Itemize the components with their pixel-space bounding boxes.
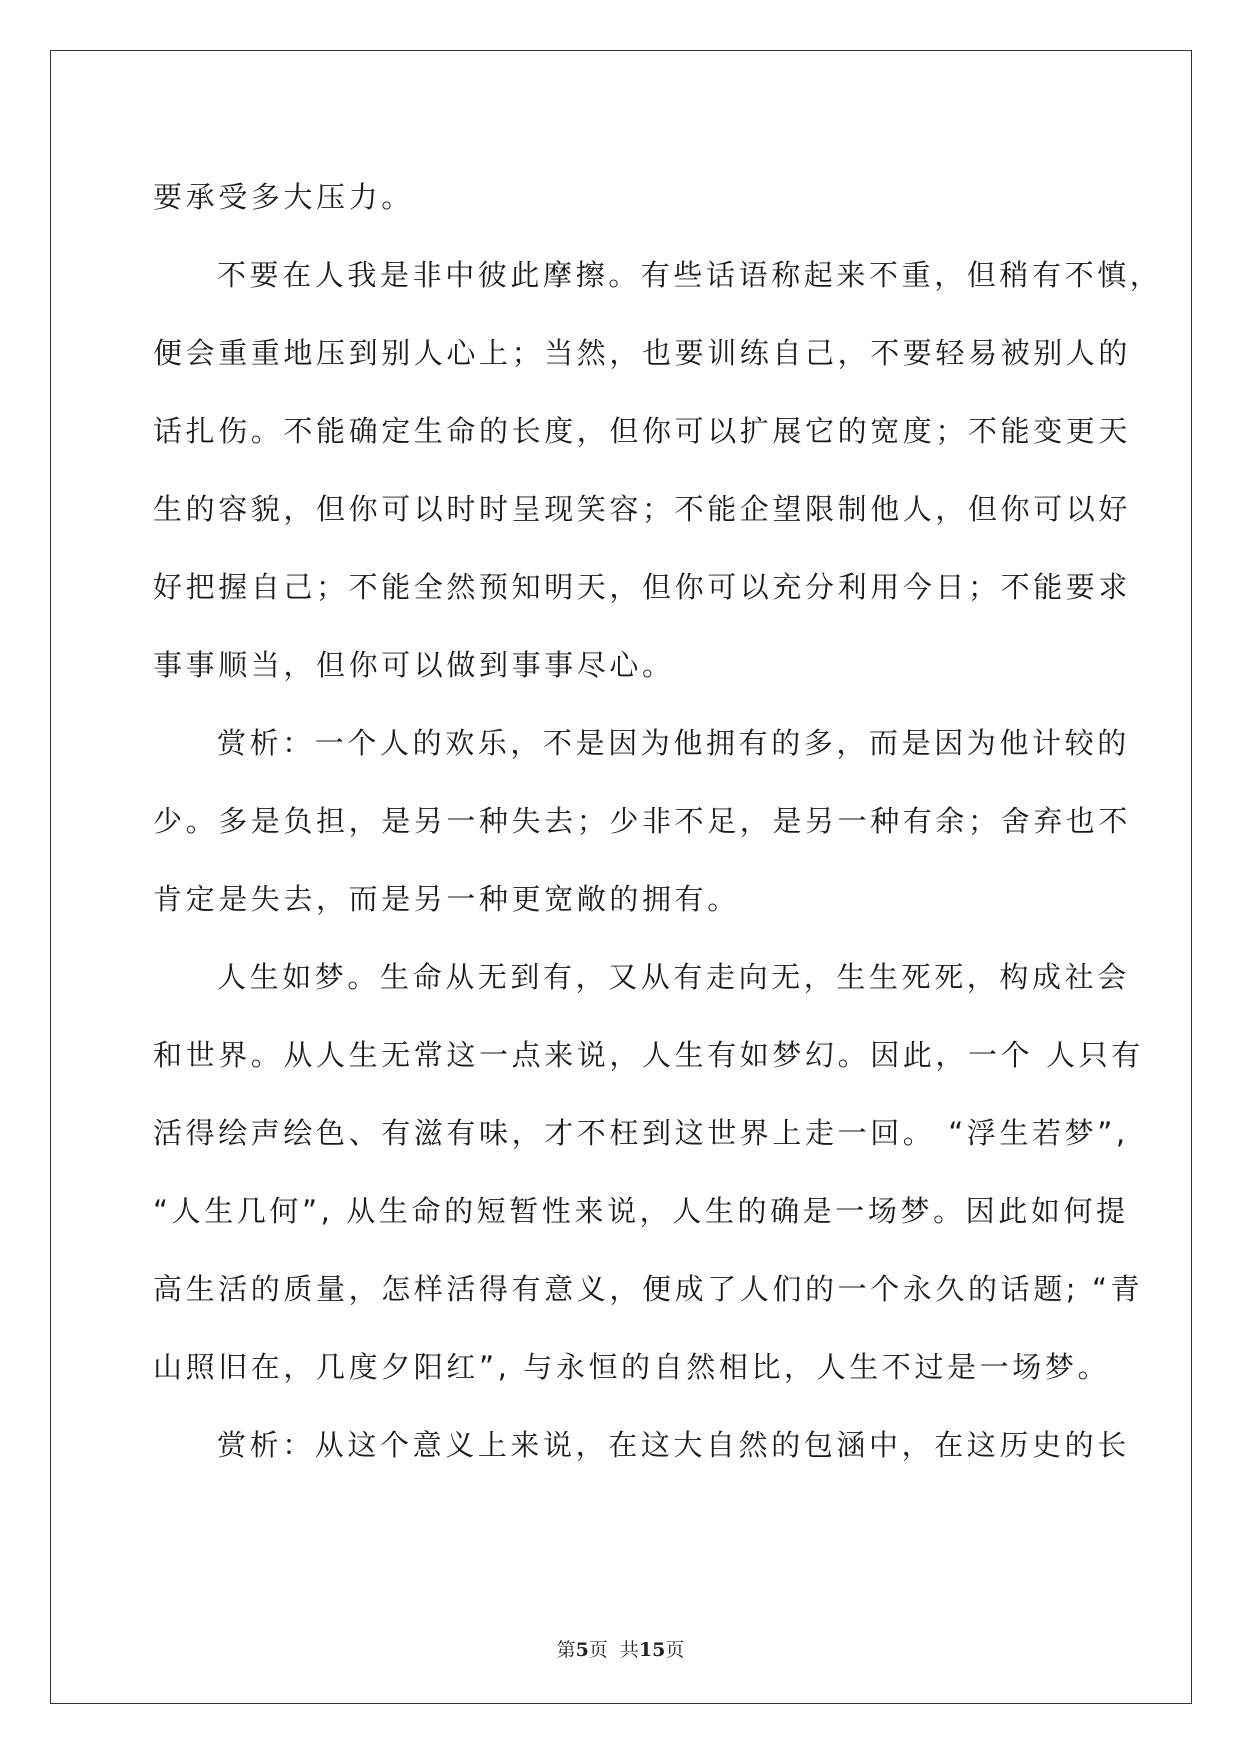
- text-line: 赏析：一个人的欢乐，不是因为他拥有的多，而是因为他计较的: [217, 726, 1130, 760]
- text-line: 话扎伤。不能确定生命的长度，但你可以扩展它的宽度；不能变更天: [153, 414, 1132, 448]
- text-line: 活得绘声绘色、有滋有味，才不枉到这世界上走一回。 “浮生若梦”,: [153, 1116, 1129, 1150]
- text-line: 和世界。从人生无常这一点来说，人生有如梦幻。因此，一个 人只有: [153, 1038, 1144, 1072]
- page-footer: [0, 1635, 1241, 1662]
- footer-page-number: 5: [575, 1639, 589, 1661]
- text-line: 便会重重地压到别人心上；当然，也要训练自己，不要轻易被别人的: [153, 336, 1132, 370]
- document-body: [153, 158, 1163, 1484]
- footer-prefix: 第: [556, 1639, 576, 1661]
- text-line: 少。多是负担，是另一种失去；少非不足，是另一种有余；舍弃也不: [153, 804, 1132, 838]
- text-line: 山照旧在，几度夕阳红”, 与永恒的自然相比，人生不过是一场梦。: [153, 1350, 1111, 1384]
- text-line: 生的容貌，但你可以时时呈现笑容；不能企望限制他人，但你可以好: [153, 492, 1132, 526]
- text-line: 要承受多大压力。: [153, 180, 414, 214]
- paragraph: [153, 1406, 1130, 1484]
- footer-middle: 页 共: [588, 1639, 639, 1661]
- text-line: 事事顺当，但你可以做到事事尽心。: [153, 648, 675, 682]
- text-line: 不要在人我是非中彼此摩擦。有些话语称起来不重，但稍有不慎，: [217, 258, 1163, 292]
- text-line: 好把握自己；不能全然预知明天，但你可以充分利用今日；不能要求: [153, 570, 1132, 604]
- footer-suffix: 页: [665, 1639, 685, 1661]
- text-line: 肯定是失去，而是另一种更宽敞的拥有。: [153, 882, 740, 916]
- text-line: 人生如梦。生命从无到有，又从有走向无，生生死死，构成社会: [217, 960, 1130, 994]
- paragraph: [153, 704, 1132, 938]
- text-line: 赏析：从这个意义上来说，在这大自然的包涵中，在这历史的长: [217, 1428, 1130, 1462]
- paragraph: [153, 158, 1093, 236]
- text-line: “人生几何”, 从生命的短暂性来说，人生的确是一场梦。因此如何提: [153, 1194, 1129, 1228]
- text-line: 高生活的质量，怎样活得有意义，便成了人们的一个永久的话题; “青: [153, 1272, 1144, 1306]
- footer-total-pages: 15: [638, 1639, 666, 1661]
- paragraph: [153, 938, 1144, 1406]
- paragraph: [153, 236, 1163, 704]
